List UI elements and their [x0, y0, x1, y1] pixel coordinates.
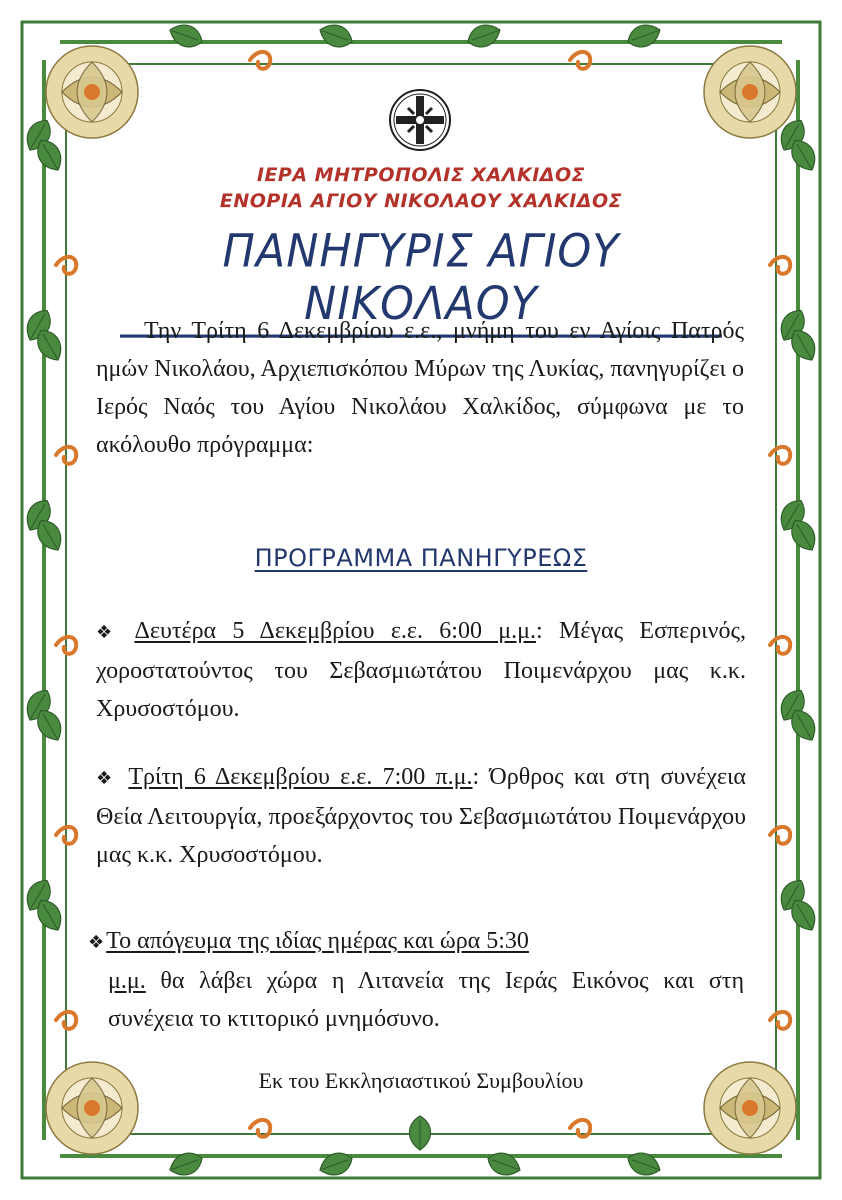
diamond-bullet-icon: ❖	[96, 768, 117, 789]
program-title-text: ΠΡΟΓΡΑΜΜΑ ΠΑΝΗΓΥΡΕΩΣ	[254, 544, 588, 572]
program-title	[0, 544, 842, 572]
program-item	[88, 922, 744, 1038]
cross-emblem-icon	[388, 88, 452, 152]
program-item-when-cont: μ.μ.	[108, 968, 146, 994]
program-item-text: θα λάβει χώρα η Λιτανεία της Ιεράς Εικόνος και στη συνέχεια το κτιτορικό μνημόσυνο.	[108, 968, 744, 1032]
program-item-text: : Μέγας Εσπερινός, χοροστατούντος του Σεβασμιωτάτου Ποιμενάρχου μας κ.κ. Χρυσοστόμου.	[96, 618, 746, 722]
intro-paragraph: Την Τρίτη 6 Δεκεμβρίου ε.ε., μνήμη του εν Αγίοις Πατρός ημών Νικολάου, Αρχιεπισκόπου Μύρων της Λυκίας, πανηγυρίζει ο Ιερός Ναός του Αγίου Νικολάου Χαλκίδος, σύμφωνα με το ακόλουθο πρόγραμμα:	[96, 318, 744, 458]
program-item-when: Τρίτη 6 Δεκεμβρίου ε.ε. 7:00 π.μ.	[128, 764, 473, 790]
program-item-when: Το απόγευμα της ιδίας ημέρας και ώρα 5:30	[106, 928, 529, 954]
diamond-bullet-icon: ❖	[88, 932, 105, 953]
parish-header: ΕΝΟΡΙΑ ΑΓΙΟΥ ΝΙΚΟΛΑΟΥ ΧΑΛΚΙΔΟΣ	[219, 190, 623, 212]
diamond-bullet-icon: ❖	[96, 622, 123, 643]
signature-line: Εκ του Εκκλησιαστικού Συμβουλίου	[258, 1068, 584, 1093]
page-title: ΠΑΝΗΓΥΡΙΣ ΑΓΙΟΥ ΝΙΚΟΛΑΟΥ	[120, 225, 722, 337]
program-item-continuation	[88, 962, 744, 1038]
program-item-when: Δευτέρα 5 Δεκεμβρίου ε.ε. 6:00 μ.μ.	[134, 618, 537, 644]
program-item-text: : Όρθρος και στη συνέχεια Θεία Λειτουργία, προεξάρχοντος του Σεβασμιωτάτου Ποιμενάρχου μας κ.κ. Χρυσοστόμου.	[96, 764, 746, 868]
program-item	[96, 758, 746, 874]
program-item	[96, 612, 746, 728]
metropolis-header: ΙΕΡΑ ΜΗΤΡΟΠΟΛΙΣ ΧΑΛΚΙΔΟΣ	[256, 164, 586, 186]
